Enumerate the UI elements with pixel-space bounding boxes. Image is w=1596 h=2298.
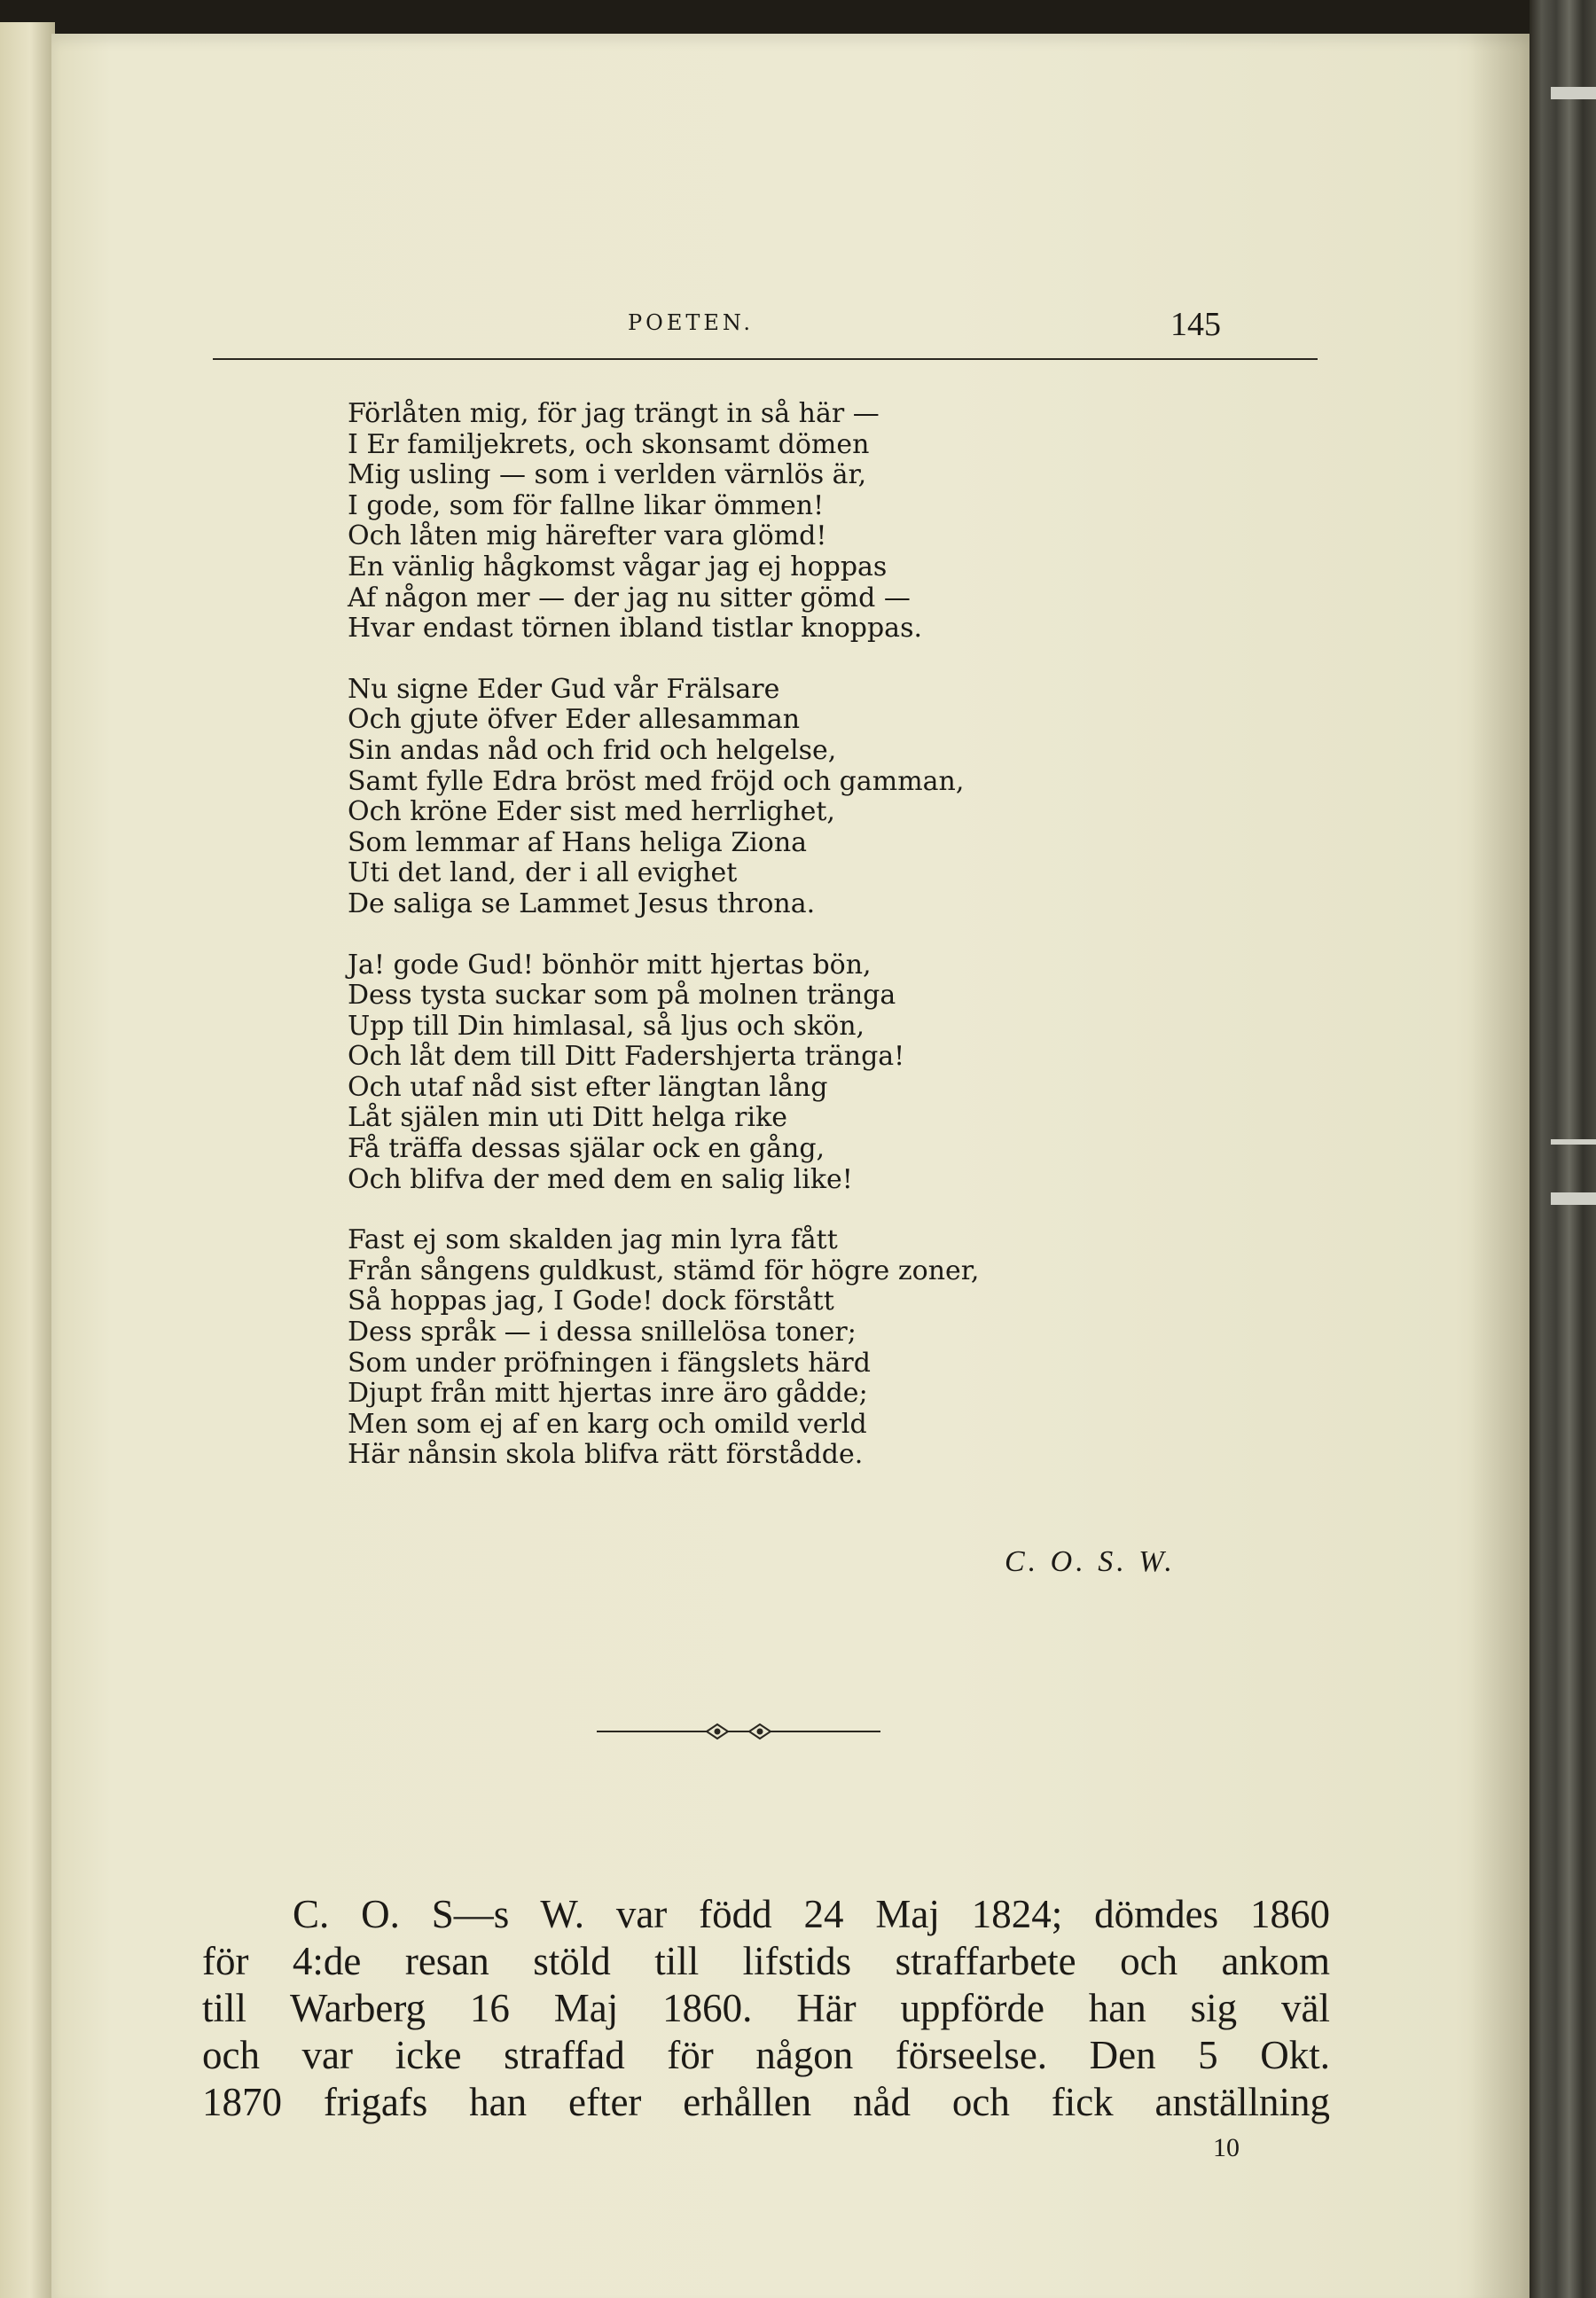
binding-band [1551, 87, 1596, 99]
binding-band [1551, 1139, 1596, 1145]
prose-line: 1870 frigafs han efter erhållen nåd och fick anställning [202, 2080, 1330, 2124]
prose-line: och var icke straffad för någon förseelse. Den 5 Okt. [202, 2033, 1330, 2077]
book-binding [1530, 0, 1596, 2298]
poem-line: Men som ej af en karg och omild verld [348, 1408, 867, 1440]
poem-stanza-3 [348, 950, 1234, 1196]
poem-line: Sin andas nåd och frid och helgelse, [348, 734, 837, 766]
book-page [51, 34, 1530, 2298]
poem-line: Och utaf nåd sist efter längtan lång [348, 1071, 828, 1103]
poem-line: I gode, som för fallne likar ömmen! [348, 489, 825, 521]
poem-line: Få träffa dessas själar ock en gång, [348, 1133, 825, 1165]
poem-line: Och blifva der med dem en salig like! [348, 1163, 853, 1195]
poem-line: Här nånsin skola blifva rätt förstådde. [348, 1439, 864, 1471]
poem-line: Samt fylle Edra bröst med fröjd och gamman, [348, 765, 965, 797]
poem-line: Låt själen min uti Ditt helga rike [348, 1102, 788, 1134]
running-head: POETEN. [628, 310, 754, 335]
poem-line: Af någon mer — der jag nu sitter gömd — [348, 582, 911, 614]
page-curve-shadow [1470, 34, 1530, 2298]
poem-line: Dess språk — i dessa snillelösa toner; [348, 1317, 857, 1348]
poem-line: Och kröne Eder sist med herrlighet, [348, 796, 835, 828]
poem-line: Upp till Din himlasal, så ljus och skön, [348, 1010, 865, 1042]
poem-stanza-2 [348, 675, 1234, 920]
poem-stanza-1 [348, 399, 1234, 645]
prose-line: C. O. S—s W. var född 24 Maj 1824; dömdes 1860 [293, 1892, 1330, 1936]
poem-line: Som lemmar af Hans heliga Ziona [348, 826, 808, 858]
prose-line: för 4:de resan stöld till lifstids straffarbete och ankom [202, 1939, 1330, 1983]
poem-signature: C. O. S. W. [1005, 1545, 1176, 1578]
poem-line: Ja! gode Gud! bönhör mitt hjertas bön, [348, 949, 872, 981]
poem-line: Och gjute öfver Eder allesamman [348, 704, 801, 736]
poem-line: Hvar endast törnen ibland tistlar knoppas. [348, 613, 923, 645]
left-page-edge [0, 22, 55, 2298]
poem-line: En vänlig hågkomst vågar jag ej hoppas [348, 551, 888, 582]
poem-line: Som under pröfningen i fängslets härd [348, 1347, 871, 1379]
poem-line: Och låten mig härefter vara glömd! [348, 520, 827, 552]
binding-band [1551, 1192, 1596, 1205]
poem-line: Uti det land, der i all evighet [348, 857, 738, 889]
signature-mark: 10 [1213, 2133, 1240, 2162]
poem-line: Mig usling — som i verlden värnlös är, [348, 459, 867, 491]
poem-line: Så hoppas jag, I Gode! dock förstått [348, 1286, 834, 1317]
poem-line: I Er familjekrets, och skonsamt dömen [348, 428, 870, 460]
ornament-divider [597, 1718, 880, 1745]
poem-line: Från sångens guldkust, stämd för högre zoner, [348, 1255, 980, 1286]
poem-line: Dess tysta suckar som på molnen tränga [348, 980, 896, 1012]
poem-line: De saliga se Lammet Jesus throna. [348, 887, 816, 919]
poem-line: Och låt dem till Ditt Fadershjerta tränga! [348, 1041, 905, 1073]
poem-stanza-4 [348, 1225, 1234, 1471]
poem-line: Fast ej som skalden jag min lyra fått [348, 1224, 838, 1256]
poem-line: Förlåten mig, för jag trängt in så här — [348, 398, 880, 429]
header-rule [213, 358, 1318, 360]
poem-line: Djupt från mitt hjertas inre äro gådde; [348, 1378, 868, 1410]
poem [348, 399, 1234, 1501]
biographical-note [202, 1891, 1330, 2126]
poem-line: Nu signe Eder Gud vår Frälsare [348, 673, 780, 705]
prose-line: till Warberg 16 Maj 1860. Här uppförde han sig väl [202, 1986, 1330, 2030]
page-number: 145 [1170, 306, 1221, 343]
